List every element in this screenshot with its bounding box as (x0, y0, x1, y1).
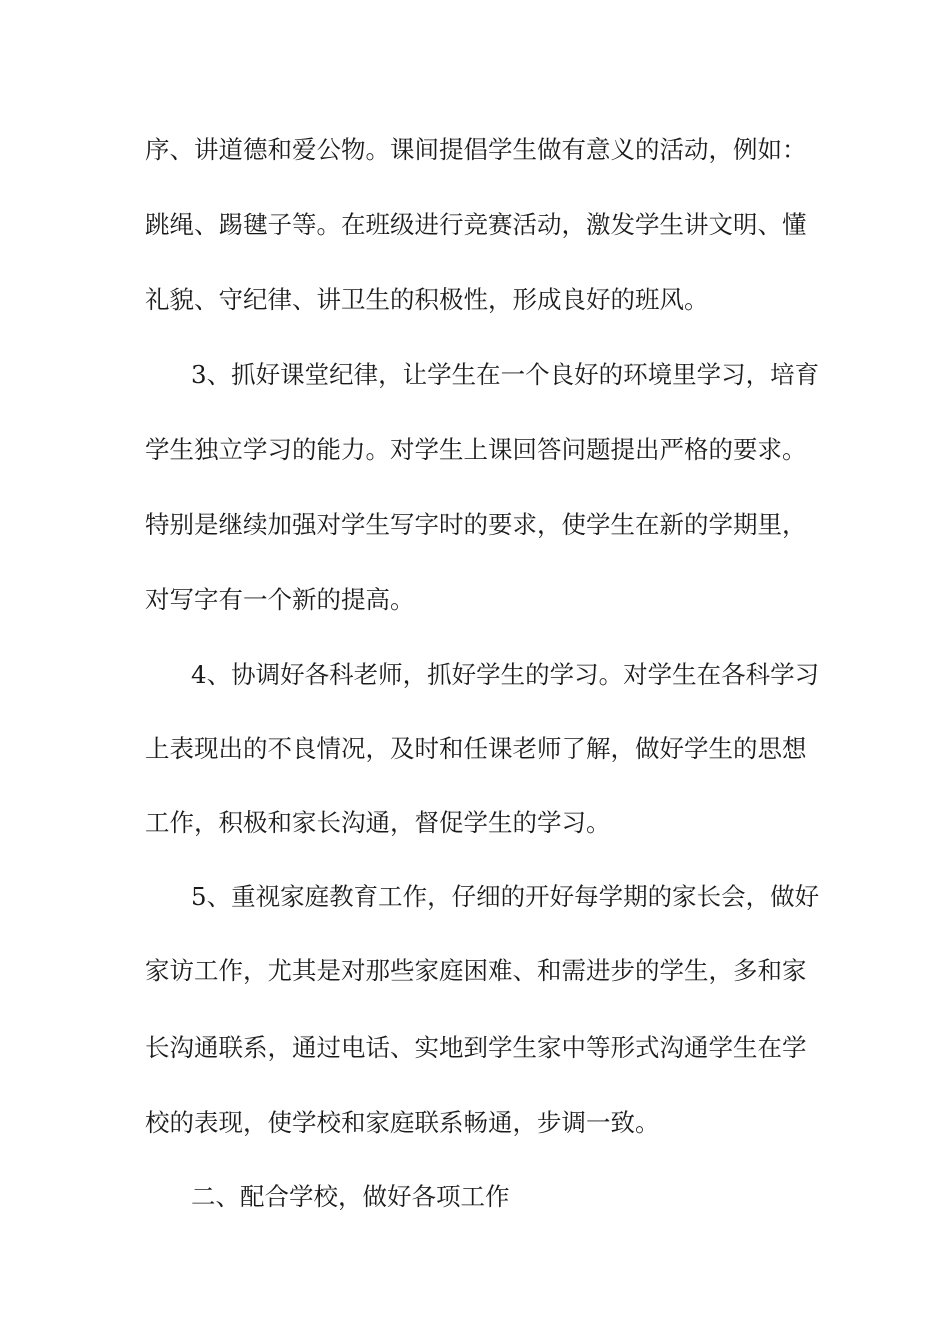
text-line: 跳绳、踢毽子等。在班级进行竞赛活动，激发学生讲文明、懂 (145, 210, 807, 239)
text-line: 序、讲道德和爱公物。课间提倡学生做有意义的活动，例如： (145, 135, 807, 164)
text-line: 家访工作，尤其是对那些家庭困难、和需进步的学生，多和家 (145, 956, 807, 985)
text-line: 学生独立学习的能力。对学生上课回答问题提出严格的要求。 (145, 435, 807, 464)
paragraph-4-start: 4、协调好各科老师，抓好学生的学习。对学生在各科学习 (191, 660, 820, 689)
text-line: 上表现出的不良情况，及时和任课老师了解，做好学生的思想 (145, 734, 807, 763)
text-line: 对写字有一个新的提高。 (145, 585, 415, 614)
paragraph-3-start: 3、抓好课堂纪律，让学生在一个良好的环境里学习，培育 (191, 360, 820, 389)
section-heading: 二、配合学校，做好各项工作 (191, 1182, 510, 1211)
text-line: 校的表现，使学校和家庭联系畅通，步调一致。 (145, 1108, 660, 1137)
text-line: 工作，积极和家长沟通，督促学生的学习。 (145, 808, 611, 837)
text-line: 礼貌、守纪律、讲卫生的积极性，形成良好的班风。 (145, 285, 709, 314)
paragraph-5-start: 5、重视家庭教育工作，仔细的开好每学期的家长会，做好 (191, 882, 820, 911)
text-line: 特别是继续加强对学生写字时的要求，使学生在新的学期里， (145, 510, 807, 539)
text-line: 长沟通联系，通过电话、实地到学生家中等形式沟通学生在学 (145, 1033, 807, 1062)
